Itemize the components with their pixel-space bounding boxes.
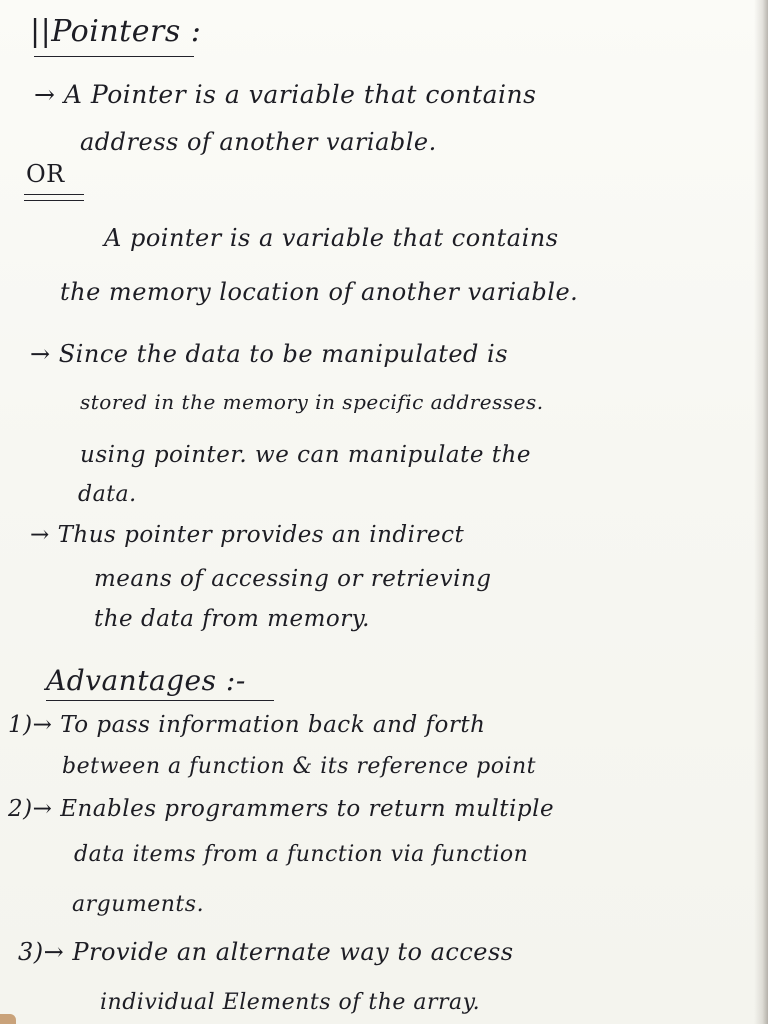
point-3-line-1: → Thus pointer provides an indirect: [30, 522, 465, 548]
definition-1-line-2: address of another variable.: [80, 128, 437, 156]
definition-2-line-2: the memory location of another variable.: [60, 278, 579, 306]
title-underline: [34, 56, 194, 57]
or-underline-1: [24, 194, 84, 195]
or-underline-2: [24, 200, 84, 201]
advantage-1-line-2: between a function & its reference point: [62, 754, 537, 779]
point-3-line-3: the data from memory.: [94, 606, 370, 632]
advantage-3-line-2: individual Elements of the array.: [100, 990, 481, 1015]
page-corner-mark: [0, 1014, 16, 1024]
definition-2-line-1: A pointer is a variable that contains: [104, 224, 559, 252]
advantage-2-line-1: 2)→ Enables programmers to return multiple: [8, 796, 555, 822]
point-2-line-3: using pointer. we can manipulate the: [80, 442, 531, 468]
page-title: ||Pointers :: [30, 14, 202, 49]
advantage-2-line-3: arguments.: [72, 892, 205, 917]
advantage-1-line-1: 1)→ To pass information back and forth: [8, 712, 486, 738]
advantage-3-line-1: 3)→ Provide an alternate way to access: [18, 938, 514, 966]
point-2-line-2: stored in the memory in specific addresses.: [80, 390, 544, 414]
point-3-line-2: means of accessing or retrieving: [94, 566, 492, 592]
advantages-heading: Advantages :-: [46, 664, 246, 697]
advantage-2-line-2: data items from a function via function: [74, 842, 529, 867]
or-label: OR: [26, 160, 65, 188]
page-edge-shadow: [754, 0, 768, 1024]
definition-1-line-1: → A Pointer is a variable that contains: [34, 80, 537, 109]
point-2-line-1: → Since the data to be manipulated is: [30, 340, 509, 368]
advantages-underline: [46, 700, 274, 701]
point-2-line-4: data.: [78, 482, 137, 507]
